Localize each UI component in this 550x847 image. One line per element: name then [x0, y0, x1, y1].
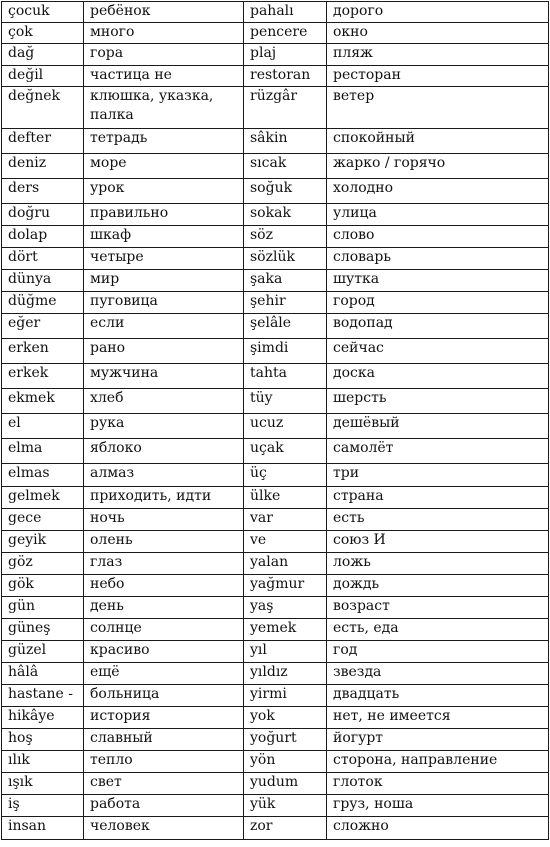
turkish-word-cell: değil: [2, 66, 84, 87]
table-row: [2, 531, 549, 553]
russian-translation-cell: мужчина: [84, 364, 244, 389]
table-row: [2, 154, 549, 179]
table-row: [2, 751, 549, 773]
russian-translation-cell: слово: [327, 226, 549, 248]
russian-translation-cell: солнце: [84, 619, 244, 641]
turkish-word-cell: elma: [2, 439, 84, 464]
russian-translation-cell: дорого: [327, 2, 549, 23]
russian-translation-cell: улица: [327, 204, 549, 226]
russian-translation-cell: работа: [84, 795, 244, 817]
turkish-word-cell: doğru: [2, 204, 84, 226]
turkish-word-cell: erkek: [2, 364, 84, 389]
turkish-word-cell: restoran: [244, 66, 327, 87]
russian-translation-cell: небо: [84, 575, 244, 597]
russian-translation-cell: холодно: [327, 179, 549, 204]
russian-translation-cell: союз И: [327, 531, 549, 553]
turkish-word-cell: plaj: [244, 44, 327, 66]
russian-translation-cell: есть: [327, 509, 549, 531]
table-row: [2, 597, 549, 619]
russian-translation-cell: свет: [84, 773, 244, 795]
turkish-word-cell: ülke: [244, 487, 327, 509]
table-row: [2, 314, 549, 339]
russian-translation-cell: славный: [84, 729, 244, 751]
russian-translation-cell: рано: [84, 339, 244, 364]
turkish-word-cell: düğme: [2, 292, 84, 314]
russian-translation-cell: водопад: [327, 314, 549, 339]
turkish-word-cell: gece: [2, 509, 84, 531]
table-row: [2, 663, 549, 685]
turkish-word-cell: ışık: [2, 773, 84, 795]
table-row: [2, 2, 549, 23]
russian-translation-cell: ещё: [84, 663, 244, 685]
turkish-word-cell: çocuk: [2, 2, 84, 23]
turkish-word-cell: eğer: [2, 314, 84, 339]
russian-translation-cell: дождь: [327, 575, 549, 597]
table-row: [2, 179, 549, 204]
russian-translation-cell: урок: [84, 179, 244, 204]
russian-translation-cell: частица не: [84, 66, 244, 87]
turkish-word-cell: el: [2, 414, 84, 439]
russian-translation-cell: клюшка, указка, палка: [84, 87, 244, 129]
russian-translation-cell: много: [84, 23, 244, 44]
table-row: [2, 685, 549, 707]
russian-translation-cell: олень: [84, 531, 244, 553]
turkish-word-cell: iş: [2, 795, 84, 817]
table-row: [2, 509, 549, 531]
turkish-word-cell: ılık: [2, 751, 84, 773]
table-row: [2, 66, 549, 87]
russian-translation-cell: нет, не имеется: [327, 707, 549, 729]
russian-translation-cell: город: [327, 292, 549, 314]
russian-translation-cell: больница: [84, 685, 244, 707]
turkish-word-cell: geyik: [2, 531, 84, 553]
table-row: [2, 129, 549, 154]
turkish-word-cell: dört: [2, 248, 84, 270]
turkish-word-cell: üç: [244, 464, 327, 487]
russian-translation-cell: двадцать: [327, 685, 549, 707]
table-row: [2, 773, 549, 795]
russian-translation-cell: алмаз: [84, 464, 244, 487]
turkish-word-cell: yalan: [244, 553, 327, 575]
turkish-word-cell: ders: [2, 179, 84, 204]
russian-translation-cell: история: [84, 707, 244, 729]
turkish-word-cell: dünya: [2, 270, 84, 292]
turkish-word-cell: değnek: [2, 87, 84, 129]
russian-translation-cell: сейчас: [327, 339, 549, 364]
turkish-word-cell: yaş: [244, 597, 327, 619]
turkish-word-cell: yıldız: [244, 663, 327, 685]
turkish-word-cell: elmas: [2, 464, 84, 487]
table-row: [2, 707, 549, 729]
russian-translation-cell: глаз: [84, 553, 244, 575]
russian-translation-cell: хлеб: [84, 389, 244, 414]
turkish-word-cell: dolap: [2, 226, 84, 248]
turkish-word-cell: deniz: [2, 154, 84, 179]
turkish-word-cell: yirmi: [244, 685, 327, 707]
table-row: [2, 414, 549, 439]
turkish-word-cell: erken: [2, 339, 84, 364]
russian-translation-cell: шутка: [327, 270, 549, 292]
russian-translation-cell: если: [84, 314, 244, 339]
table-row: [2, 464, 549, 487]
turkish-word-cell: var: [244, 509, 327, 531]
russian-translation-cell: ребёнок: [84, 2, 244, 23]
turkish-word-cell: tüy: [244, 389, 327, 414]
table-row: [2, 619, 549, 641]
turkish-word-cell: güzel: [2, 641, 84, 663]
russian-translation-cell: есть, еда: [327, 619, 549, 641]
turkish-word-cell: gök: [2, 575, 84, 597]
russian-translation-cell: спокойный: [327, 129, 549, 154]
turkish-word-cell: defter: [2, 129, 84, 154]
russian-translation-cell: мир: [84, 270, 244, 292]
table-row: [2, 204, 549, 226]
russian-translation-cell: день: [84, 597, 244, 619]
table-row: [2, 270, 549, 292]
turkish-word-cell: hâlâ: [2, 663, 84, 685]
russian-translation-cell: яблоко: [84, 439, 244, 464]
turkish-word-cell: hikâye: [2, 707, 84, 729]
russian-translation-cell: шкаф: [84, 226, 244, 248]
vocabulary-table-body: [2, 2, 549, 840]
turkish-word-cell: rüzgâr: [244, 87, 327, 129]
russian-translation-cell: тетрадь: [84, 129, 244, 154]
table-row: [2, 795, 549, 817]
russian-translation-cell: доска: [327, 364, 549, 389]
russian-translation-cell: год: [327, 641, 549, 663]
table-row: [2, 389, 549, 414]
russian-translation-cell: звезда: [327, 663, 549, 685]
russian-translation-cell: человек: [84, 817, 244, 840]
turkish-word-cell: ve: [244, 531, 327, 553]
russian-translation-cell: ложь: [327, 553, 549, 575]
turkish-word-cell: yıl: [244, 641, 327, 663]
turkish-word-cell: yük: [244, 795, 327, 817]
turkish-word-cell: göz: [2, 553, 84, 575]
russian-translation-cell: шерсть: [327, 389, 549, 414]
turkish-word-cell: şelâle: [244, 314, 327, 339]
russian-translation-cell: пляж: [327, 44, 549, 66]
turkish-word-cell: gün: [2, 597, 84, 619]
russian-translation-cell: красиво: [84, 641, 244, 663]
russian-translation-cell: дешёвый: [327, 414, 549, 439]
table-row: [2, 23, 549, 44]
turkish-word-cell: güneş: [2, 619, 84, 641]
turkish-word-cell: hoş: [2, 729, 84, 751]
russian-translation-cell: гора: [84, 44, 244, 66]
turkish-word-cell: sıcak: [244, 154, 327, 179]
turkish-word-cell: yemek: [244, 619, 327, 641]
russian-translation-cell: страна: [327, 487, 549, 509]
turkish-word-cell: uçak: [244, 439, 327, 464]
table-row: [2, 641, 549, 663]
turkish-word-cell: söz: [244, 226, 327, 248]
turkish-word-cell: zor: [244, 817, 327, 840]
turkish-word-cell: dağ: [2, 44, 84, 66]
russian-translation-cell: правильно: [84, 204, 244, 226]
russian-translation-cell: рука: [84, 414, 244, 439]
russian-translation-cell: пуговица: [84, 292, 244, 314]
russian-translation-cell: возраст: [327, 597, 549, 619]
russian-translation-cell: четыре: [84, 248, 244, 270]
turkish-word-cell: yağmur: [244, 575, 327, 597]
turkish-word-cell: yok: [244, 707, 327, 729]
russian-translation-cell: приходить, идти: [84, 487, 244, 509]
turkish-word-cell: pencere: [244, 23, 327, 44]
russian-translation-cell: три: [327, 464, 549, 487]
vocabulary-table: [1, 1, 549, 840]
russian-translation-cell: йогурт: [327, 729, 549, 751]
turkish-word-cell: ekmek: [2, 389, 84, 414]
table-row: [2, 339, 549, 364]
table-row: [2, 487, 549, 509]
turkish-word-cell: ucuz: [244, 414, 327, 439]
russian-translation-cell: ночь: [84, 509, 244, 531]
table-row: [2, 248, 549, 270]
turkish-word-cell: şehir: [244, 292, 327, 314]
table-row: [2, 553, 549, 575]
turkish-word-cell: sözlük: [244, 248, 327, 270]
table-row: [2, 87, 549, 129]
turkish-word-cell: hastane -: [2, 685, 84, 707]
russian-translation-cell: сложно: [327, 817, 549, 840]
turkish-word-cell: gelmek: [2, 487, 84, 509]
turkish-word-cell: tahta: [244, 364, 327, 389]
russian-translation-cell: глоток: [327, 773, 549, 795]
table-row: [2, 439, 549, 464]
russian-translation-cell: тепло: [84, 751, 244, 773]
russian-translation-cell: самолёт: [327, 439, 549, 464]
russian-translation-cell: ресторан: [327, 66, 549, 87]
table-row: [2, 575, 549, 597]
turkish-word-cell: sâkin: [244, 129, 327, 154]
russian-translation-cell: груз, ноша: [327, 795, 549, 817]
table-row: [2, 729, 549, 751]
turkish-word-cell: sokak: [244, 204, 327, 226]
turkish-word-cell: yoğurt: [244, 729, 327, 751]
russian-translation-cell: ветер: [327, 87, 549, 129]
russian-translation-cell: жарко / горячо: [327, 154, 549, 179]
russian-translation-cell: море: [84, 154, 244, 179]
table-row: [2, 226, 549, 248]
turkish-word-cell: soğuk: [244, 179, 327, 204]
turkish-word-cell: yudum: [244, 773, 327, 795]
turkish-word-cell: şaka: [244, 270, 327, 292]
table-row: [2, 364, 549, 389]
russian-translation-cell: сторона, направление: [327, 751, 549, 773]
turkish-word-cell: çok: [2, 23, 84, 44]
turkish-word-cell: pahalı: [244, 2, 327, 23]
table-row: [2, 44, 549, 66]
turkish-word-cell: insan: [2, 817, 84, 840]
table-row: [2, 817, 549, 840]
russian-translation-cell: окно: [327, 23, 549, 44]
table-row: [2, 292, 549, 314]
russian-translation-cell: словарь: [327, 248, 549, 270]
turkish-word-cell: yön: [244, 751, 327, 773]
turkish-word-cell: şimdi: [244, 339, 327, 364]
